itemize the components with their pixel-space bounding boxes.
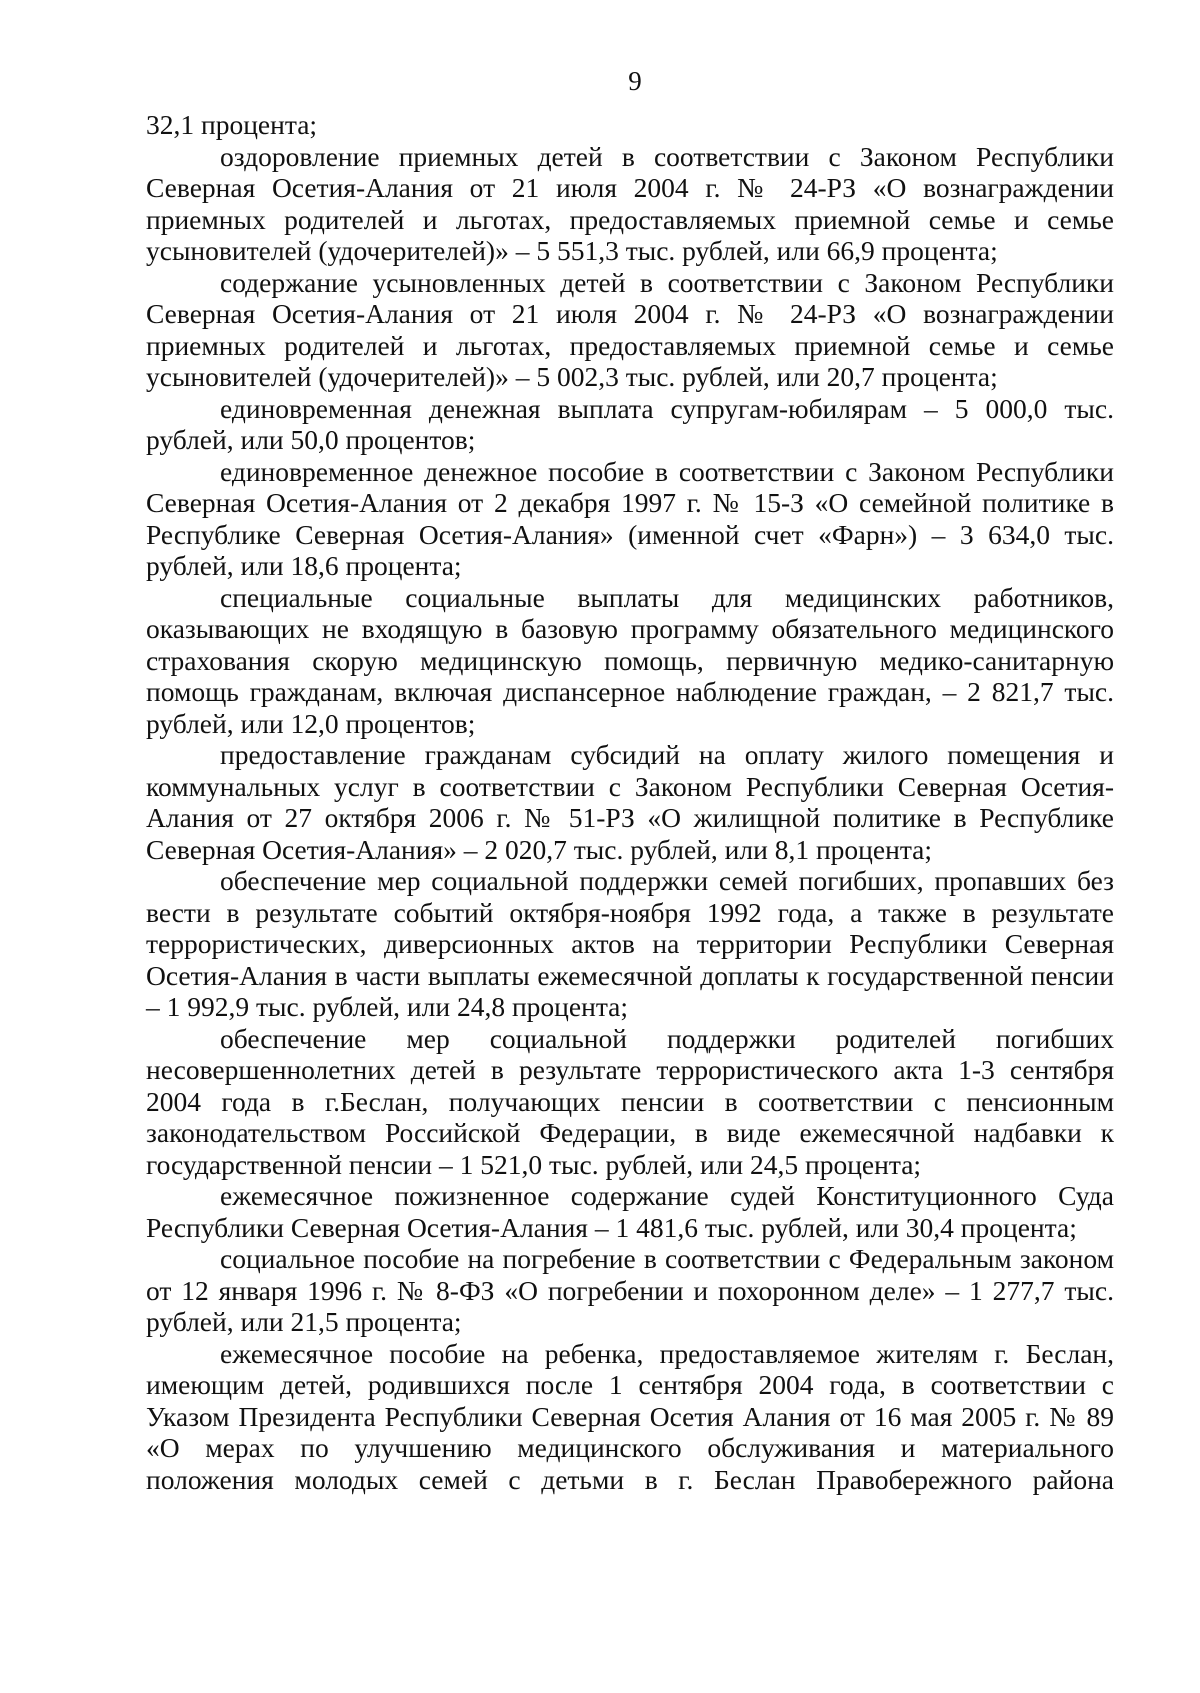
paragraph-9: обеспечение мер социальной поддержки родителей погибших несовершеннолетних детей в результате террористического акта 1-3 сентября 2004 года в г.Беслан, получающих пенсии в соответствии с пенсионным законодательством Российской Федерации, в виде ежемесячной надбавки к государственной пенсии – 1 521,0 тыс. рублей, или 24,5 процента;	[146, 1022, 1114, 1180]
paragraph-7: предоставление гражданам субсидий на оплату жилого помещения и коммунальных услуг в соответствии с Законом Республики Северная Осетия-Алания от 27 октября 2006 г. № 51-РЗ «О жилищной политике в Республике Северная Осетия-Алания» – 2 020,7 тыс. рублей, или 8,1 процента;	[146, 739, 1114, 865]
paragraph-2: оздоровление приемных детей в соответствии с Законом Республики Северная Осетия-Алания от 21 июля 2004 г. № 24-РЗ «О вознаграждении приемных родителей и льготах, предоставляемых приемной семье и семье усыновителей (удочерителей)» – 5 551,3 тыс. рублей, или 66,9 процента;	[146, 140, 1114, 266]
paragraph-11: социальное пособие на погребение в соответствии с Федеральным законом от 12 января 1996 г. № 8-ФЗ «О погребении и похоронном деле» – 1 277,7 тыс. рублей, или 21,5 процента;	[146, 1243, 1114, 1337]
paragraph-6: специальные социальные выплаты для медицинских работников, оказывающих не входящую в базовую программу обязательного медицинского страхования скорую медицинскую помощь, первичную медико-санитарную помощь гражданам, включая диспансерное наблюдение граждан, – 2 821,7 тыс. рублей, или 12,0 процентов;	[146, 581, 1114, 739]
document-body	[146, 109, 1114, 1495]
paragraph-10: ежемесячное пожизненное содержание судей Конституционного Суда Республики Северная Осетия-Алания – 1 481,6 тыс. рублей, или 30,4 процента;	[146, 1180, 1114, 1243]
paragraph-1: 32,1 процента;	[146, 109, 318, 140]
paragraph-5: единовременное денежное пособие в соответствии с Законом Республики Северная Осетия-Алания от 2 декабря 1997 г. № 15-З «О семейной политике в Республике Северная Осетия-Алания» (именной счет «Фарн») – 3 634,0 тыс. рублей, или 18,6 процента;	[146, 455, 1114, 581]
paragraph-4: единовременная денежная выплата супругам-юбилярам – 5 000,0 тыс. рублей, или 50,0 процентов;	[146, 392, 1114, 455]
paragraph-12: ежемесячное пособие на ребенка, предоставляемое жителям г. Беслан, имеющим детей, родившихся после 1 сентября 2004 года, в соответствии с Указом Президента Республики Северная Осетия Алания от 16 мая 2005 г. № 89 «О мерах по улучшению медицинского обслуживания и материального положения молодых семей с детьми в г. Беслан Правобережного района	[146, 1337, 1114, 1495]
paragraph-3: содержание усыновленных детей в соответствии с Законом Республики Северная Осетия-Алания от 21 июля 2004 г. № 24-РЗ «О вознаграждении приемных родителей и льготах, предоставляемых приемной семье и семье усыновителей (удочерителей)» – 5 002,3 тыс. рублей, или 20,7 процента;	[146, 266, 1114, 392]
page-number: 9	[628, 66, 642, 96]
paragraph-8: обеспечение мер социальной поддержки семей погибших, пропавших без вести в результате событий октября-ноября 1992 года, а также в результате террористических, диверсионных актов на территории Республики Северная Осетия-Алания в части выплаты ежемесячной доплаты к государственной пенсии – 1 992,9 тыс. рублей, или 24,8 процента;	[146, 865, 1114, 1022]
